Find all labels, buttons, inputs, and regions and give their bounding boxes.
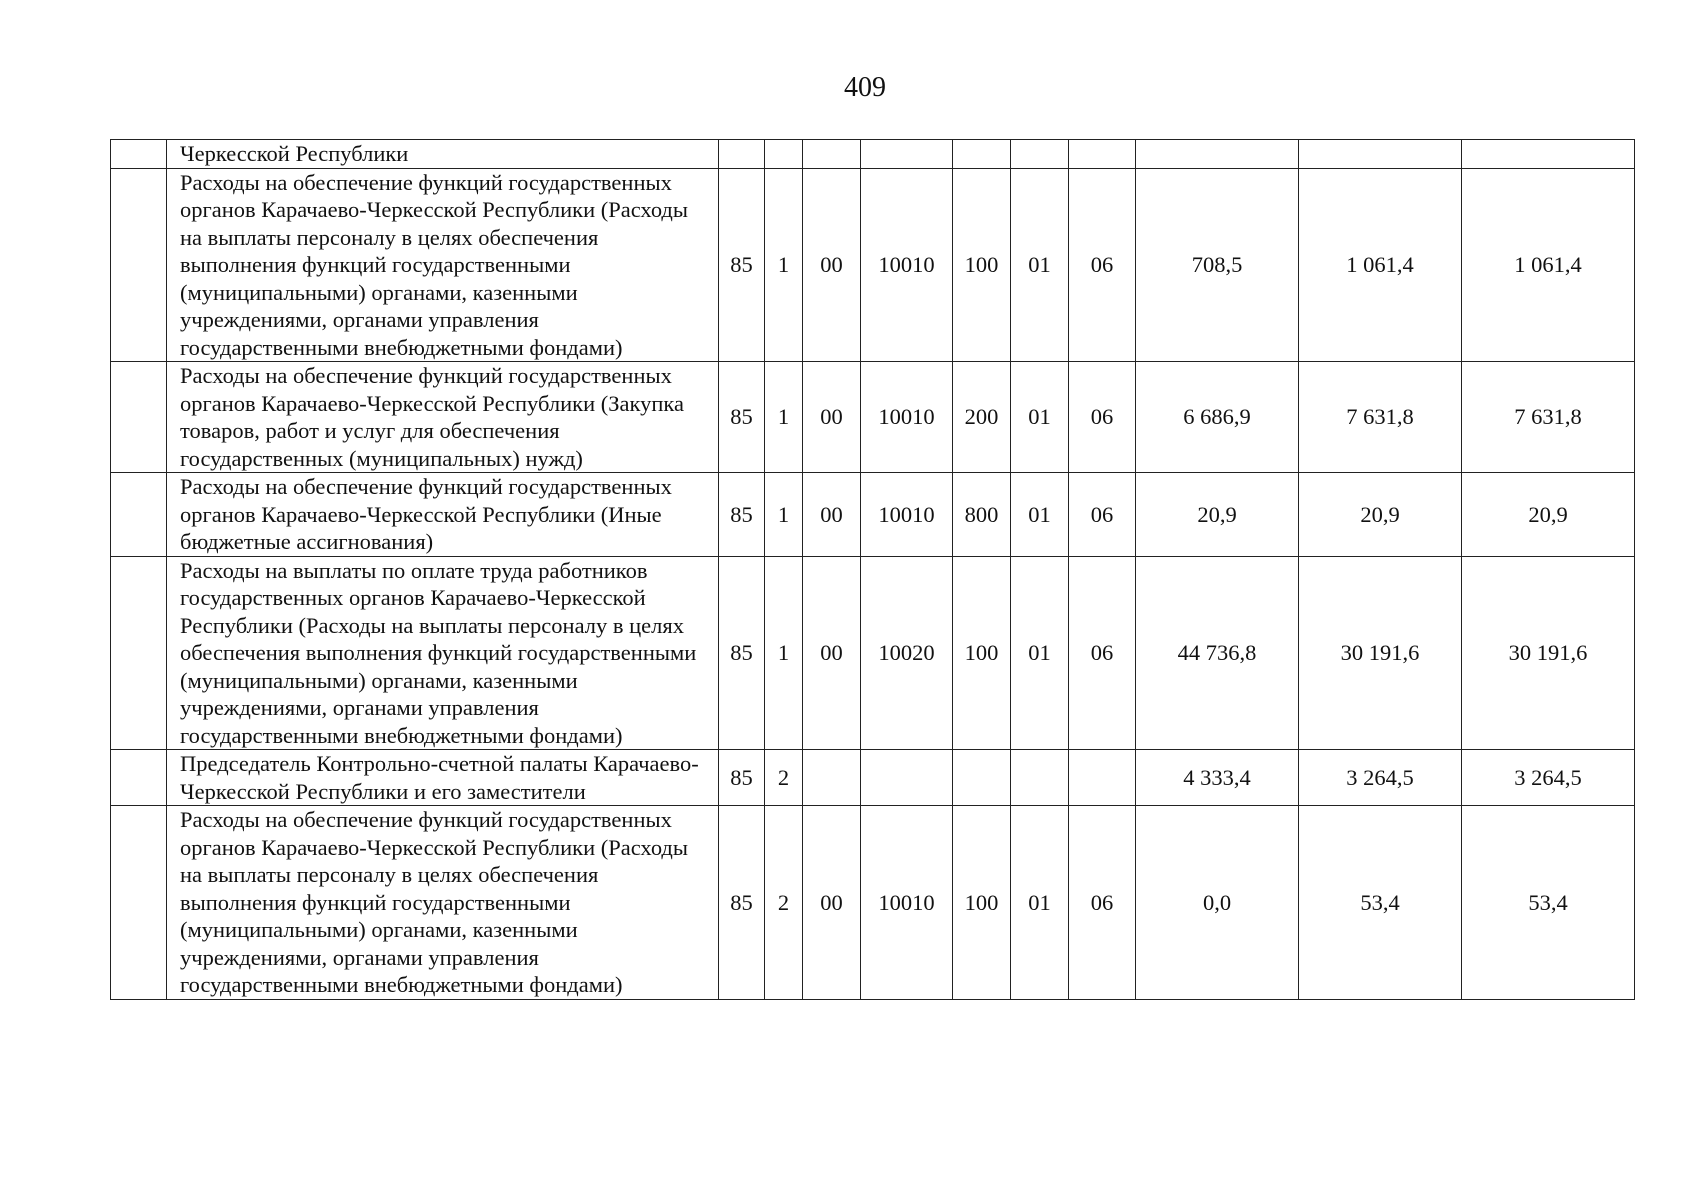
table-row <box>111 473 1635 557</box>
code-2-cell: 1 <box>765 473 803 557</box>
code-3-cell <box>803 750 861 806</box>
table-row <box>111 168 1635 362</box>
code-2-cell: 2 <box>765 806 803 1000</box>
page-number: 409 <box>844 72 886 103</box>
item-name-cell: Расходы на выплаты по оплате труда работников государственных органов Карачаево-Черкесской Республики (Расходы на выплаты персоналу в целях обеспечения выполнения функций государственными (муниципальными) органами, казенными учреждениями, органами управления государственными внебюджетными фондами) <box>167 556 719 750</box>
code-3-cell: 00 <box>803 473 861 557</box>
value-1-cell: 4 333,4 <box>1136 750 1299 806</box>
table-row <box>111 140 1635 169</box>
value-2-cell: 53,4 <box>1299 806 1462 1000</box>
value-3-cell: 7 631,8 <box>1462 362 1635 473</box>
table-row <box>111 806 1635 1000</box>
code-6-cell: 01 <box>1011 362 1069 473</box>
code-4-cell: 10010 <box>861 362 953 473</box>
value-3-cell: 3 264,5 <box>1462 750 1635 806</box>
item-name-cell: Расходы на обеспечение функций государственных органов Карачаево-Черкесской Республики (Иные бюджетные ассигнования) <box>167 473 719 557</box>
row-number-cell <box>111 362 167 473</box>
code-2-cell: 2 <box>765 750 803 806</box>
code-1-cell: 85 <box>719 806 765 1000</box>
value-2-cell: 7 631,8 <box>1299 362 1462 473</box>
item-name-cell: Расходы на обеспечение функций государственных органов Карачаево-Черкесской Республики (Расходы на выплаты персоналу в целях обеспечения выполнения функций государственными (муниципальными) органами, казенными учреждениями, органами управления государственными внебюджетными фондами) <box>167 168 719 362</box>
code-1-cell <box>719 140 765 169</box>
code-6-cell: 01 <box>1011 556 1069 750</box>
code-3-cell: 00 <box>803 806 861 1000</box>
value-2-cell: 1 061,4 <box>1299 168 1462 362</box>
code-6-cell: 01 <box>1011 806 1069 1000</box>
code-1-cell: 85 <box>719 473 765 557</box>
table-row <box>111 556 1635 750</box>
value-2-cell: 30 191,6 <box>1299 556 1462 750</box>
code-4-cell <box>861 140 953 169</box>
code-3-cell: 00 <box>803 556 861 750</box>
row-number-cell <box>111 140 167 169</box>
code-6-cell: 01 <box>1011 473 1069 557</box>
item-name-cell: Черкесской Республики <box>167 140 719 169</box>
row-number-cell <box>111 806 167 1000</box>
code-6-cell <box>1011 140 1069 169</box>
code-7-cell: 06 <box>1069 556 1136 750</box>
code-4-cell: 10010 <box>861 168 953 362</box>
item-name-cell: Расходы на обеспечение функций государственных органов Карачаево-Черкесской Республики (Расходы на выплаты персоналу в целях обеспечения выполнения функций государственными (муниципальными) органами, казенными учреждениями, органами управления государственными внебюджетными фондами) <box>167 806 719 1000</box>
value-1-cell: 0,0 <box>1136 806 1299 1000</box>
row-number-cell <box>111 750 167 806</box>
value-3-cell: 20,9 <box>1462 473 1635 557</box>
code-2-cell: 1 <box>765 168 803 362</box>
code-5-cell: 800 <box>953 473 1011 557</box>
code-5-cell <box>953 140 1011 169</box>
value-3-cell <box>1462 140 1635 169</box>
code-7-cell: 06 <box>1069 168 1136 362</box>
code-7-cell: 06 <box>1069 473 1136 557</box>
value-2-cell <box>1299 140 1462 169</box>
code-6-cell: 01 <box>1011 168 1069 362</box>
code-2-cell: 1 <box>765 362 803 473</box>
table-row <box>111 362 1635 473</box>
code-7-cell: 06 <box>1069 806 1136 1000</box>
budget-table <box>110 139 1635 1000</box>
code-5-cell: 200 <box>953 362 1011 473</box>
code-4-cell <box>861 750 953 806</box>
code-3-cell: 00 <box>803 168 861 362</box>
code-7-cell <box>1069 750 1136 806</box>
value-1-cell: 708,5 <box>1136 168 1299 362</box>
code-4-cell: 10010 <box>861 473 953 557</box>
code-1-cell: 85 <box>719 556 765 750</box>
code-3-cell: 00 <box>803 362 861 473</box>
code-5-cell: 100 <box>953 168 1011 362</box>
code-1-cell: 85 <box>719 750 765 806</box>
row-number-cell <box>111 168 167 362</box>
code-7-cell: 06 <box>1069 362 1136 473</box>
code-1-cell: 85 <box>719 362 765 473</box>
code-4-cell: 10020 <box>861 556 953 750</box>
value-3-cell: 53,4 <box>1462 806 1635 1000</box>
code-5-cell: 100 <box>953 556 1011 750</box>
code-4-cell: 10010 <box>861 806 953 1000</box>
value-1-cell <box>1136 140 1299 169</box>
code-6-cell <box>1011 750 1069 806</box>
value-1-cell: 20,9 <box>1136 473 1299 557</box>
code-1-cell: 85 <box>719 168 765 362</box>
code-5-cell <box>953 750 1011 806</box>
item-name-cell: Председатель Контрольно-счетной палаты Карачаево-Черкесской Республики и его заместители <box>167 750 719 806</box>
item-name-cell: Расходы на обеспечение функций государственных органов Карачаево-Черкесской Республики (Закупка товаров, работ и услуг для обеспечения государственных (муниципальных) нужд) <box>167 362 719 473</box>
code-5-cell: 100 <box>953 806 1011 1000</box>
code-7-cell <box>1069 140 1136 169</box>
value-2-cell: 3 264,5 <box>1299 750 1462 806</box>
value-1-cell: 6 686,9 <box>1136 362 1299 473</box>
code-2-cell: 1 <box>765 556 803 750</box>
value-2-cell: 20,9 <box>1299 473 1462 557</box>
row-number-cell <box>111 473 167 557</box>
value-3-cell: 30 191,6 <box>1462 556 1635 750</box>
row-number-cell <box>111 556 167 750</box>
value-1-cell: 44 736,8 <box>1136 556 1299 750</box>
table-body <box>111 140 1635 1000</box>
table-row <box>111 750 1635 806</box>
code-2-cell <box>765 140 803 169</box>
value-3-cell: 1 061,4 <box>1462 168 1635 362</box>
code-3-cell <box>803 140 861 169</box>
